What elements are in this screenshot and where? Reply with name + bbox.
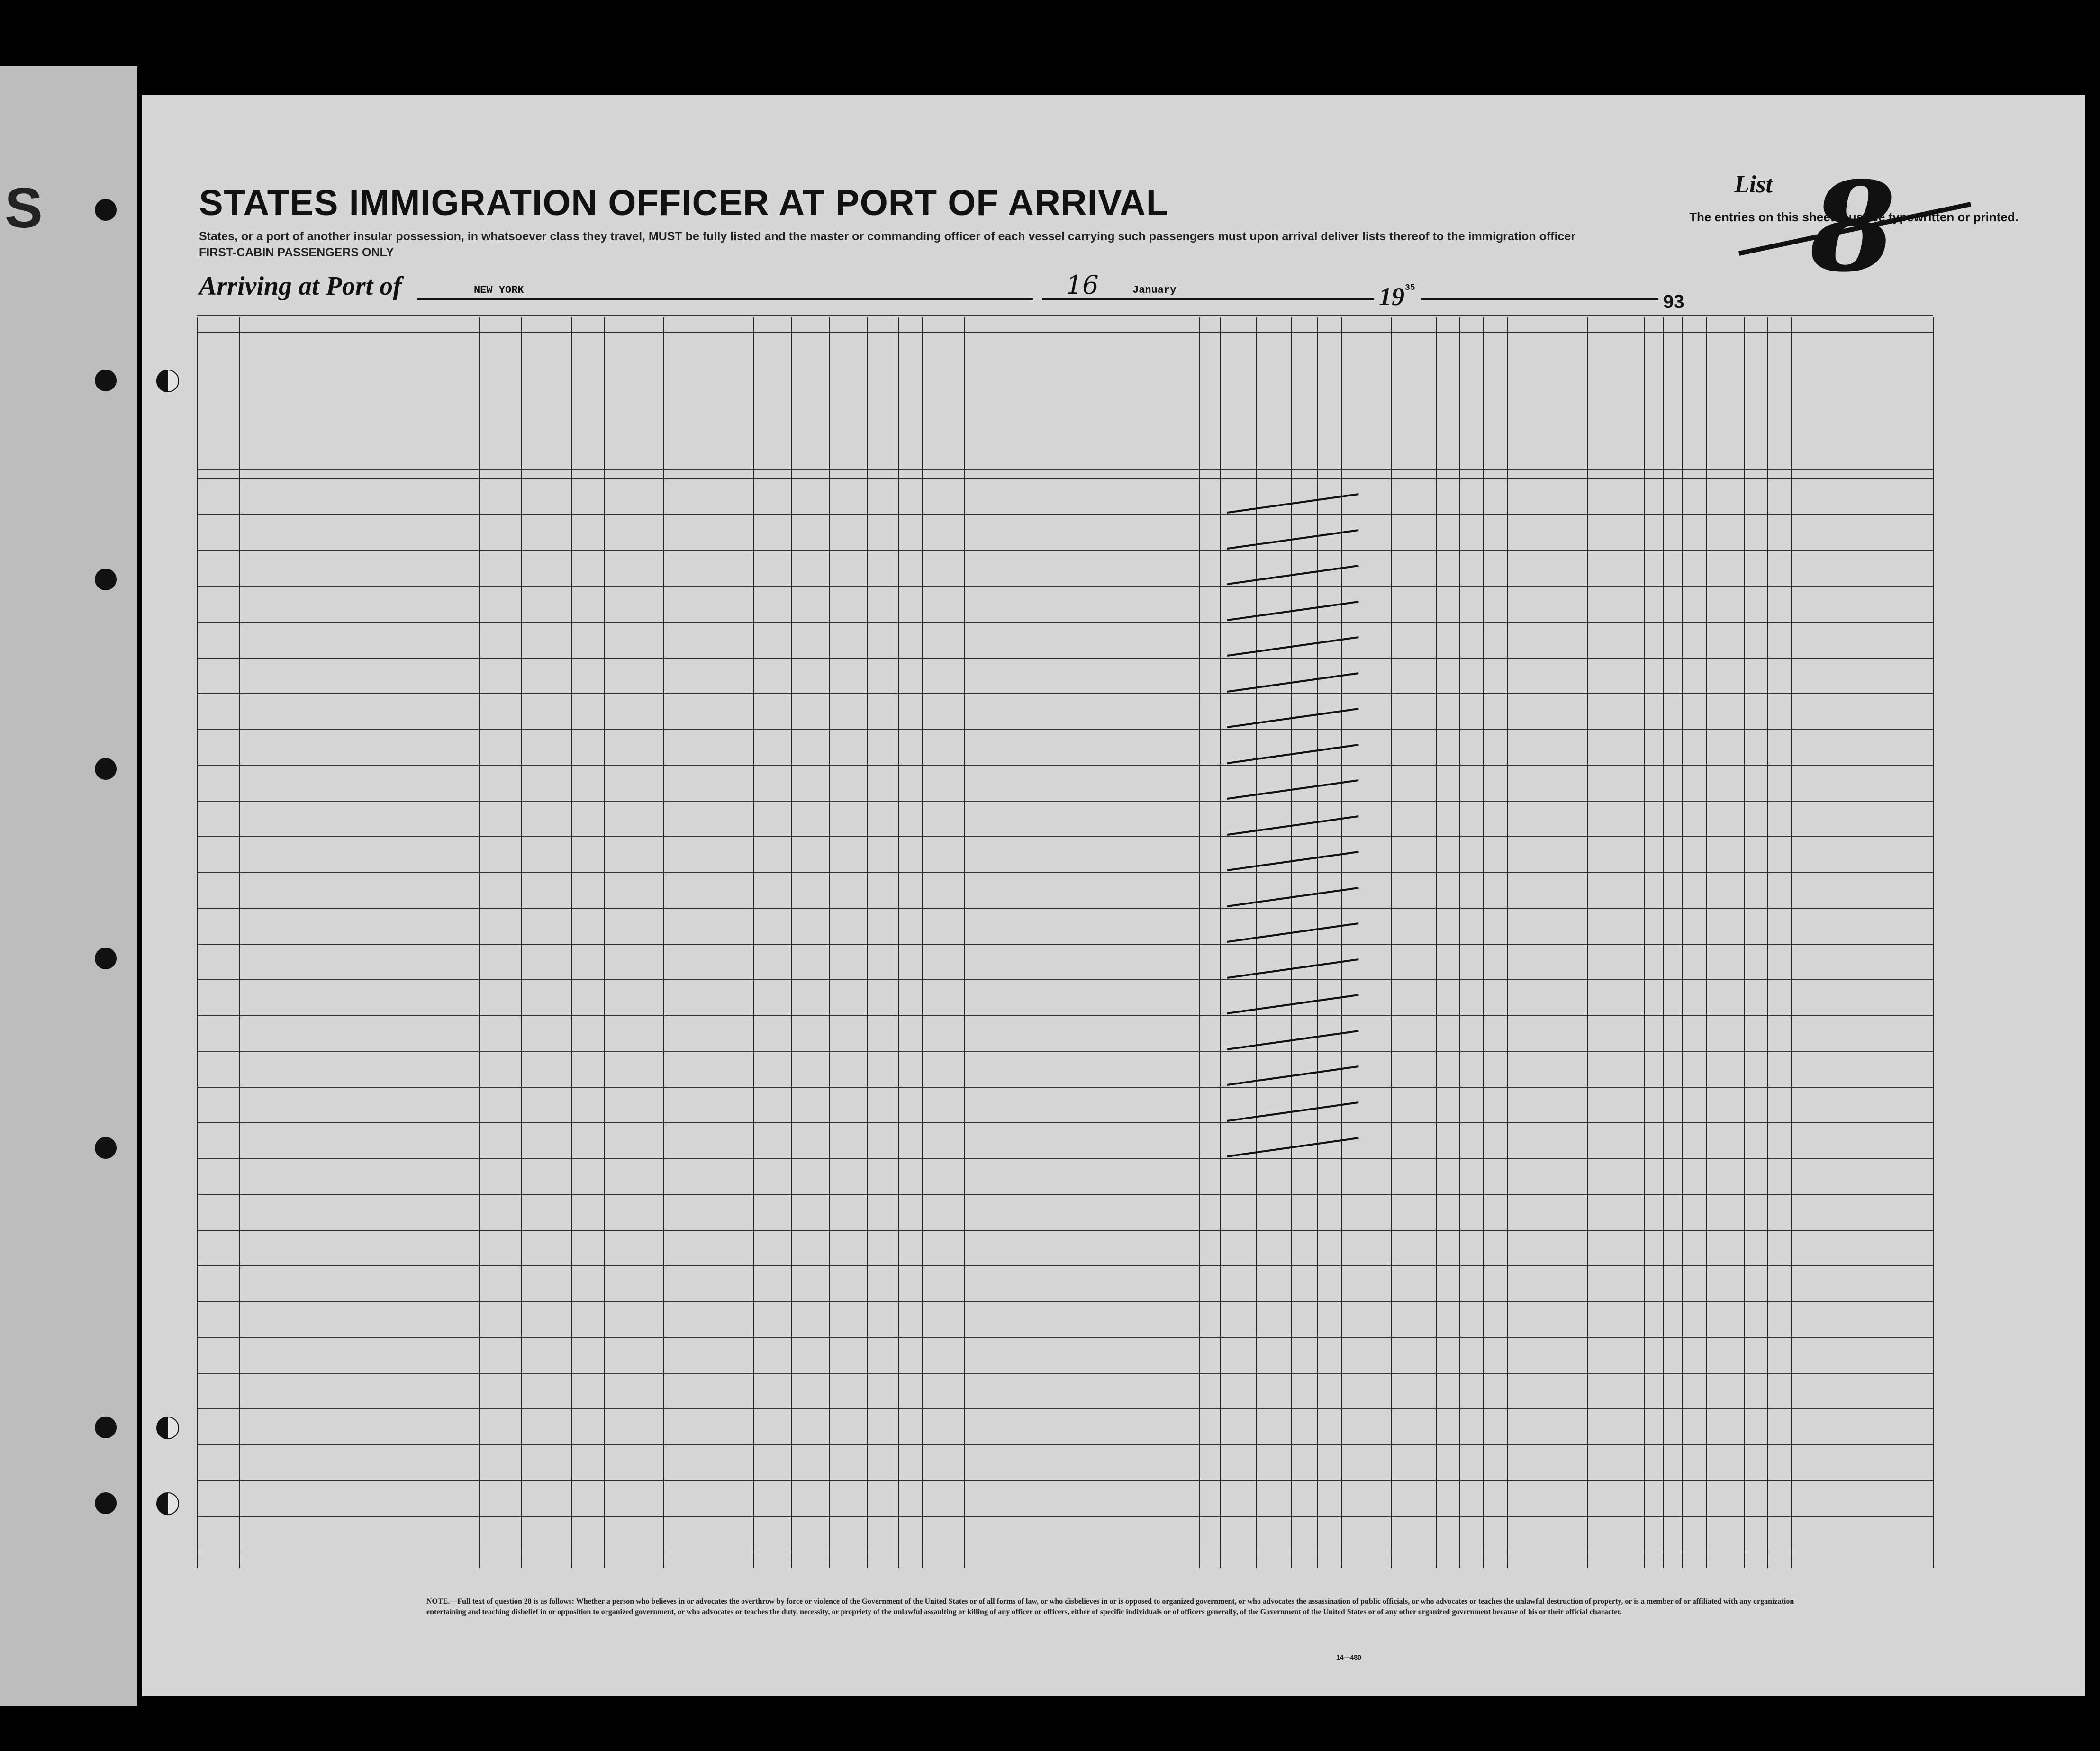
grid-column-line <box>1291 317 1292 1568</box>
row-rule <box>197 765 1933 766</box>
page-title: STATES IMMIGRATION OFFICER AT PORT OF ARRIVAL <box>199 183 1169 223</box>
row-rule <box>197 1087 1933 1088</box>
binder-hole <box>156 1417 179 1439</box>
pen-stroke <box>1227 565 1359 585</box>
row-rule <box>197 550 1933 551</box>
grid-column-line <box>791 317 792 1568</box>
grid-column-line <box>1436 317 1437 1568</box>
manifest-number: 93 <box>1663 291 1684 312</box>
year-suffix: 35 <box>1405 283 1415 293</box>
grid-column-line <box>1767 317 1768 1568</box>
grid-column-line <box>1791 317 1792 1568</box>
row-rule <box>197 872 1933 873</box>
pen-stroke <box>1227 493 1359 514</box>
grid-column-line <box>1220 317 1221 1568</box>
grid-column-line <box>1483 317 1484 1568</box>
header-rule <box>197 469 1933 470</box>
pen-stroke <box>1227 1101 1359 1122</box>
pen-stroke <box>1227 887 1359 907</box>
grid-column-line <box>1744 317 1745 1568</box>
grid-column-line <box>1933 317 1934 1568</box>
row-rule <box>197 622 1933 623</box>
month-value: January <box>1132 284 1177 296</box>
row-rule <box>197 1373 1933 1374</box>
grid-column-line <box>1507 317 1508 1568</box>
grid-column-line <box>898 317 899 1568</box>
grid-column-line <box>1682 317 1683 1568</box>
grid-column-line <box>1317 317 1318 1568</box>
grid-column-line <box>197 317 198 1568</box>
pen-stroke <box>1227 1065 1359 1086</box>
grid-column-line <box>1256 317 1257 1568</box>
grid-column-line <box>922 317 923 1568</box>
grid-column-line <box>1391 317 1392 1568</box>
grid-column-line <box>1341 317 1342 1568</box>
grid-column-line <box>829 317 830 1568</box>
row-rule <box>197 836 1933 837</box>
pen-stroke <box>1227 529 1359 550</box>
pen-stroke <box>1227 779 1359 800</box>
row-rule <box>197 658 1933 659</box>
binder-hole <box>95 1137 117 1159</box>
subtitle-line-2: FIRST-CABIN PASSENGERS ONLY <box>199 246 394 259</box>
grid-column-line <box>663 317 664 1568</box>
grid-column-line <box>239 317 240 1568</box>
list-number: 8 <box>1810 155 1896 299</box>
row-rule <box>197 586 1933 587</box>
pen-stroke <box>1227 994 1359 1014</box>
form-code: 14—480 <box>1336 1653 1361 1661</box>
grid-column-line <box>1706 317 1707 1568</box>
binder-hole <box>95 758 117 780</box>
year-prefix: 19 <box>1379 282 1404 311</box>
header-rule <box>197 315 1933 316</box>
binder-hole <box>95 1492 117 1514</box>
row-rule <box>197 944 1933 945</box>
pen-stroke <box>1227 672 1359 693</box>
pen-stroke <box>1227 744 1359 764</box>
list-label: List <box>1734 171 1773 198</box>
binder-hole <box>95 370 117 391</box>
port-value: NEW YORK <box>474 284 524 296</box>
pen-stroke <box>1227 601 1359 621</box>
row-rule <box>197 1051 1933 1052</box>
pen-stroke <box>1227 815 1359 836</box>
binder-hole <box>95 569 117 590</box>
strip-text: S <box>5 176 43 240</box>
binder-hole <box>156 1492 179 1515</box>
year-line <box>1421 298 1658 300</box>
port-line <box>417 298 1033 300</box>
footnote: NOTE.—Full text of question 28 is as follows: Whether a person who believes in or advocates the overthrow by force or violence of the Government of the United States or of all forms of law, or who disbelieves in or is opposed to organized government, or who advocates the assassination of public officials, or who advocates or teaches the unlawful destruction of property, or is a member of or affiliated with any organization entertaining and teaching disbelief in or opposition to organized government, or who advocates or teaches the duty, necessity, or propriety of the unlawful assaulting or killing of any officer or officers, either of specific individuals or of officers generally, of the Government of the United States or of any other organized government because of his or their official character. <box>426 1598 1794 1616</box>
grid-column-line <box>571 317 572 1568</box>
pen-stroke <box>1227 851 1359 871</box>
row-rule <box>197 1230 1933 1231</box>
grid-column-line <box>753 317 754 1568</box>
list-note: The entries on this sheet must be typewritten or printed. <box>1689 210 2019 224</box>
pen-stroke <box>1227 958 1359 979</box>
row-rule <box>197 1301 1933 1302</box>
row-rule <box>197 1516 1933 1517</box>
grid-column-line <box>1199 317 1200 1568</box>
row-rule <box>197 478 1933 479</box>
binder-hole <box>95 1417 117 1438</box>
pen-stroke <box>1227 1137 1359 1157</box>
pen-stroke <box>1227 922 1359 943</box>
row-rule <box>197 514 1933 515</box>
row-rule <box>197 1480 1933 1481</box>
binder-hole <box>95 948 117 969</box>
row-rule <box>197 729 1933 730</box>
binder-hole <box>95 199 117 221</box>
grid-column-line <box>1644 317 1645 1568</box>
pen-stroke <box>1227 708 1359 728</box>
binder-hole <box>156 370 179 392</box>
row-rule <box>197 1265 1933 1266</box>
row-rule <box>197 1444 1933 1445</box>
grid-column-line <box>1459 317 1460 1568</box>
manifest-sheet <box>142 95 2085 1696</box>
pen-stroke <box>1227 1030 1359 1050</box>
grid-column-line <box>479 317 480 1568</box>
subtitle-line-1: States, or a port of another insular possession, in whatsoever class they travel, MUST be fully listed and the master or commanding officer of each vessel carrying such passengers must upon arrival deliver lists thereof to the immigration officer <box>199 230 1575 243</box>
row-rule <box>197 1015 1933 1016</box>
pen-stroke <box>1227 636 1359 657</box>
grid-column-line <box>964 317 965 1568</box>
grid-column-line <box>521 317 522 1568</box>
row-rule <box>197 1194 1933 1195</box>
row-rule <box>197 908 1933 909</box>
row-rule <box>197 1158 1933 1159</box>
grid-column-line <box>867 317 868 1568</box>
row-rule <box>197 1337 1933 1338</box>
grid-column-line <box>1663 317 1664 1568</box>
row-rule <box>197 801 1933 802</box>
date-handwritten: 16 <box>1066 270 1099 300</box>
row-rule <box>197 1408 1933 1409</box>
header-rule <box>197 332 1933 333</box>
row-rule <box>197 693 1933 694</box>
row-rule <box>197 979 1933 980</box>
subtitle <box>199 228 1739 261</box>
adjacent-page-strip <box>0 66 137 1706</box>
row-rule <box>197 1122 1933 1123</box>
arriving-label: Arriving at Port of <box>199 271 402 301</box>
grid-column-line <box>1587 317 1588 1568</box>
grid-column-line <box>604 317 605 1568</box>
